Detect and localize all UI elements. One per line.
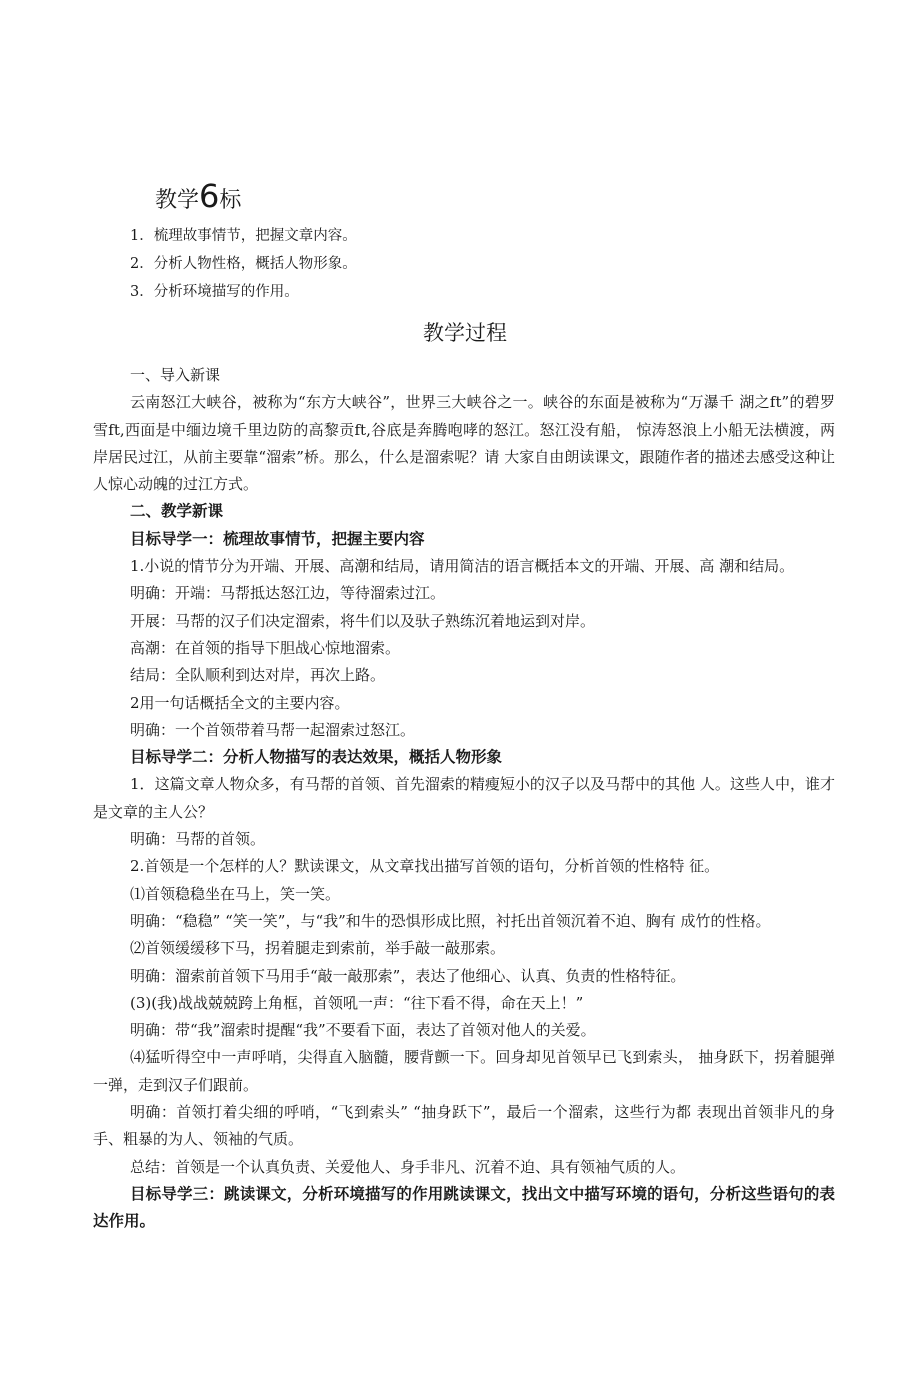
quote-3: (3)(我)战战兢兢跨上角框，首领吼一声：“往下看不得，命在天上！” bbox=[130, 993, 584, 1012]
character-conclusion: 总结：首领是一个认真负责、关爱他人、身手非凡、沉着不迫、具有领袖气质的人。 bbox=[130, 1157, 686, 1176]
question-plot: 1.小说的情节分为开端、开展、高潮和结局，请用简洁的语言概括本文的开端、开展、高 潮和结局。 bbox=[130, 557, 795, 576]
question-protagonist: 1．这篇文章人物众多，有马帮的首领、首先溜索的精瘦短小的汉子以及马帮中的其他 人。这些人中，谁才是文章的主人公？ bbox=[93, 775, 835, 821]
section-heading-new-lesson: 二、教学新课 bbox=[130, 502, 224, 521]
analysis-1: 明确：“稳稳” “笑一笑”，与“我”和牛的恐惧形成比照，衬托出首领沉着不迫、胸有 成竹的性格。 bbox=[130, 911, 771, 930]
answer-beginning: 明确：开端：马帮抵达怒江边，等待溜索过江。 bbox=[130, 584, 446, 603]
analysis-2: 明确：溜索前首领下马用手“敲一敲那索”，表达了他细心、认真、负责的性格特征。 bbox=[130, 966, 686, 985]
analysis-4: 明确：首领打着尖细的呼哨，“飞到索头” “抽身跃下”，最后一个溜索，这些行为都 表现出首领非凡的身手、粗暴的为人、领袖的气质。 bbox=[93, 1103, 835, 1149]
goal-item-1: 1．梳理故事情节，把握文章内容。 bbox=[130, 228, 357, 244]
teaching-process-title: 教学过程 bbox=[423, 321, 507, 345]
quote-1: ⑴首领稳稳坐在马上，笑一笑。 bbox=[130, 884, 341, 903]
goal-guide-1-heading: 目标导学一：梳理故事情节，把握主要内容 bbox=[130, 529, 425, 548]
section-heading-intro: 一、导入新课 bbox=[130, 366, 221, 384]
intro-paragraph: 云南怒江大峡谷，被称为“东方大峡谷”，世界三大峡谷之一。峡谷的东面是被称为“万瀑千 湖之ft”的碧罗雪ft,西面是中缅边境千里边防的高黎贡ft,谷底是奔腾咆哮的怒江。怒江没有船， 惊涛怒浪上小船无法横渡，两岸居民过江，从前主要靠“溜索”桥。那么，什么是溜索呢？请 大家自由朗读课文，跟随作者的描述去感受这种让人惊心动魄的过江方式。 bbox=[93, 393, 835, 494]
process-body bbox=[93, 362, 835, 1236]
quote-4: ⑷猛听得空中一声呼哨，尖得直入脑髓，腰背颤一下。回身却见首领早已飞到索头， 抽身跃下，拐着腿弹一弹，走到汉子们跟前。 bbox=[93, 1048, 835, 1094]
question-leader-character: 2.首领是一个怎样的人？默读课文，从文章找出描写首领的语句，分析首领的性格特 征。 bbox=[130, 857, 720, 876]
answer-summary: 明确：一个首领带着马帮一起溜索过怒江。 bbox=[130, 720, 416, 739]
answer-ending: 结局：全队顺利到达对岸，再次上路。 bbox=[130, 666, 386, 685]
title-prefix: 教学 bbox=[155, 188, 200, 213]
goal-item-2: 2．分析人物性格，概括人物形象。 bbox=[130, 256, 357, 272]
answer-protagonist: 明确：马帮的首领。 bbox=[130, 830, 266, 849]
goal-guide-2-heading: 目标导学二：分析人物描写的表达效果，概括人物形象 bbox=[130, 748, 503, 767]
goal-guide-3-heading: 目标导学三：跳读课文，分析环境描写的作用跳读课文，找出文中描写环境的语句，分析这些语句的表达作用。 bbox=[93, 1184, 835, 1231]
analysis-3: 明确：带“我”溜索时提醒“我”不要看下面，表达了首领对他人的关爱。 bbox=[130, 1021, 596, 1040]
question-summary: 2用一句话概括全文的主要内容。 bbox=[130, 693, 350, 712]
teaching-goals-title bbox=[155, 176, 241, 221]
answer-development: 开展：马帮的汉子们决定溜索，将牛们以及驮子熟练沉着地运到对岸。 bbox=[130, 611, 596, 630]
answer-climax: 高潮：在首领的指导下胆战心惊地溜索。 bbox=[130, 638, 401, 657]
title-number: 6 bbox=[199, 177, 220, 215]
quote-2: ⑵首领缓缓移下马，拐着腿走到索前，举手敲一敲那索。 bbox=[130, 939, 506, 958]
title-suffix: 标 bbox=[219, 188, 242, 213]
goal-item-3: 3．分析环境描写的作用。 bbox=[130, 284, 299, 300]
